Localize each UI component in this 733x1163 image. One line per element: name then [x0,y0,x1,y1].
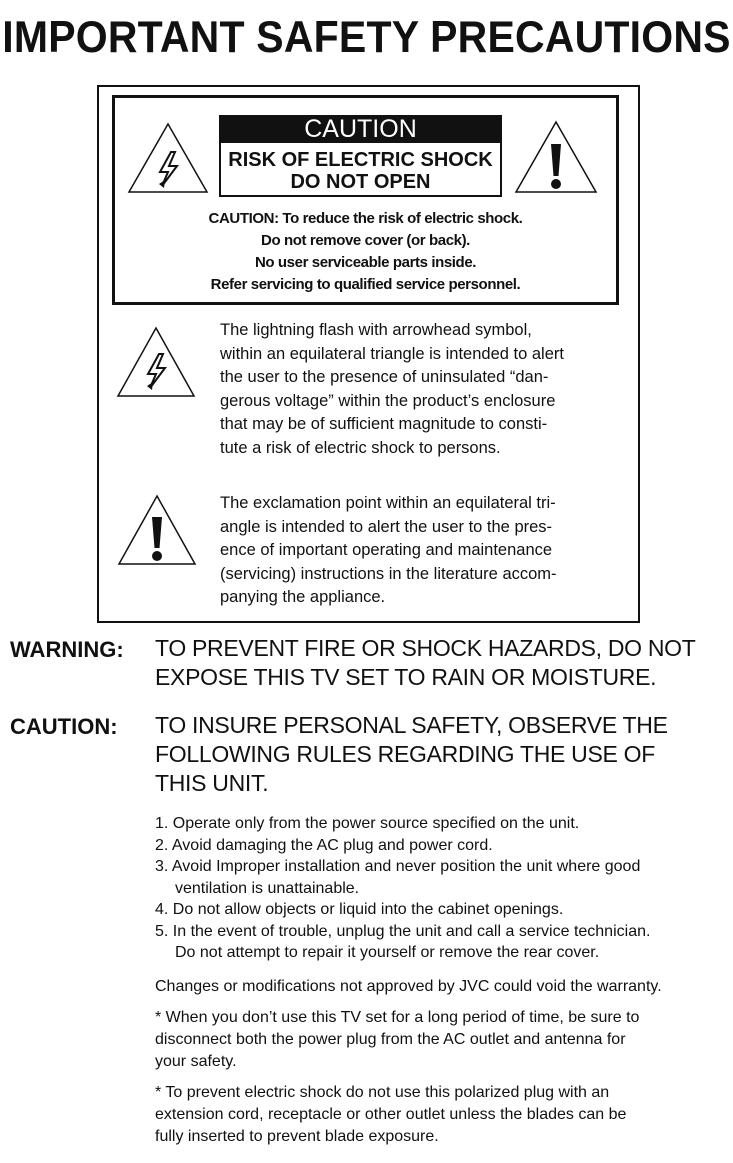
warning-text: TO PREVENT FIRE OR SHOCK HAZARDS, DO NOT EXPOSE THIS TV SET TO RAIN OR MOISTURE. [155,635,696,690]
list-item: 3. Avoid Improper installation and never position the unit where good [155,858,641,875]
changes-note: Changes or modifications not approved by JVC could void the warranty. [155,978,662,995]
list-item: 4. Do not allow objects or liquid into the cabinet openings. [155,901,564,918]
lightning-symbol-icon [116,326,196,398]
caution-label: CAUTION [219,115,502,143]
lightning-warning-icon [127,122,209,194]
list-item-continued: ventilation is unattainable. [175,879,360,897]
list-item: 2. Avoid damaging the AC plug and power cord. [155,836,493,854]
exclamation-symbol-description: The exclamation point within an equilateral tri- angle is intended to alert the user to the pres- ence of important operating and maintenance (servicing) instructions in the literature accom- panying the appliance. [220,494,557,606]
lightning-symbol-description: The lightning flash with arrowhead symbol, within an equilateral triangle is intended to alert the user to the presence of uninsulated “dan- gerous voltage” within the product’s enclosure that may be of sufficient magnitude to consti- tute a risk of electric shock to persons. [220,321,564,457]
safety-rules-list [155,813,730,964]
list-item: 1. Operate only from the power source specified on the unit. [155,815,580,832]
caution-text: TO INSURE PERSONAL SAFETY, OBSERVE THE FOLLOWING RULES REGARDING THE USE OF THIS UNIT. [155,712,668,796]
page-title: IMPORTANT SAFETY PRECAUTIONS [2,12,731,62]
list-item: 5. In the event of trouble, unplug the unit and call a service technician. [155,922,651,940]
unplug-note: * When you don’t use this TV set for a long period of time, be sure to disconnect both the power plug from the AC outlet and antenna for your safety. [155,1009,640,1070]
exclamation-warning-icon [514,120,598,194]
exclamation-symbol-icon [117,494,197,566]
risk-of-shock-notice [219,143,502,197]
caution-heading: CAUTION: [10,714,118,739]
risk-line-1: RISK OF ELECTRIC SHOCK [228,149,493,171]
list-item-continued: Do not attempt to repair it yourself or remove the rear cover. [175,944,600,961]
caution-instructions: CAUTION: To reduce the risk of electric shock. Do not remove cover (or back). No user serviceable parts inside. Refer servicing to qualified service personnel. [208,210,523,293]
polarized-plug-note: * To prevent electric shock do not use this polarized plug with an extension cord, receptacle or other outlet unless the blades can be fully inserted to prevent blade exposure. [155,1084,627,1145]
warning-heading: WARNING: [10,637,124,662]
risk-line-2: DO NOT OPEN [290,171,431,193]
